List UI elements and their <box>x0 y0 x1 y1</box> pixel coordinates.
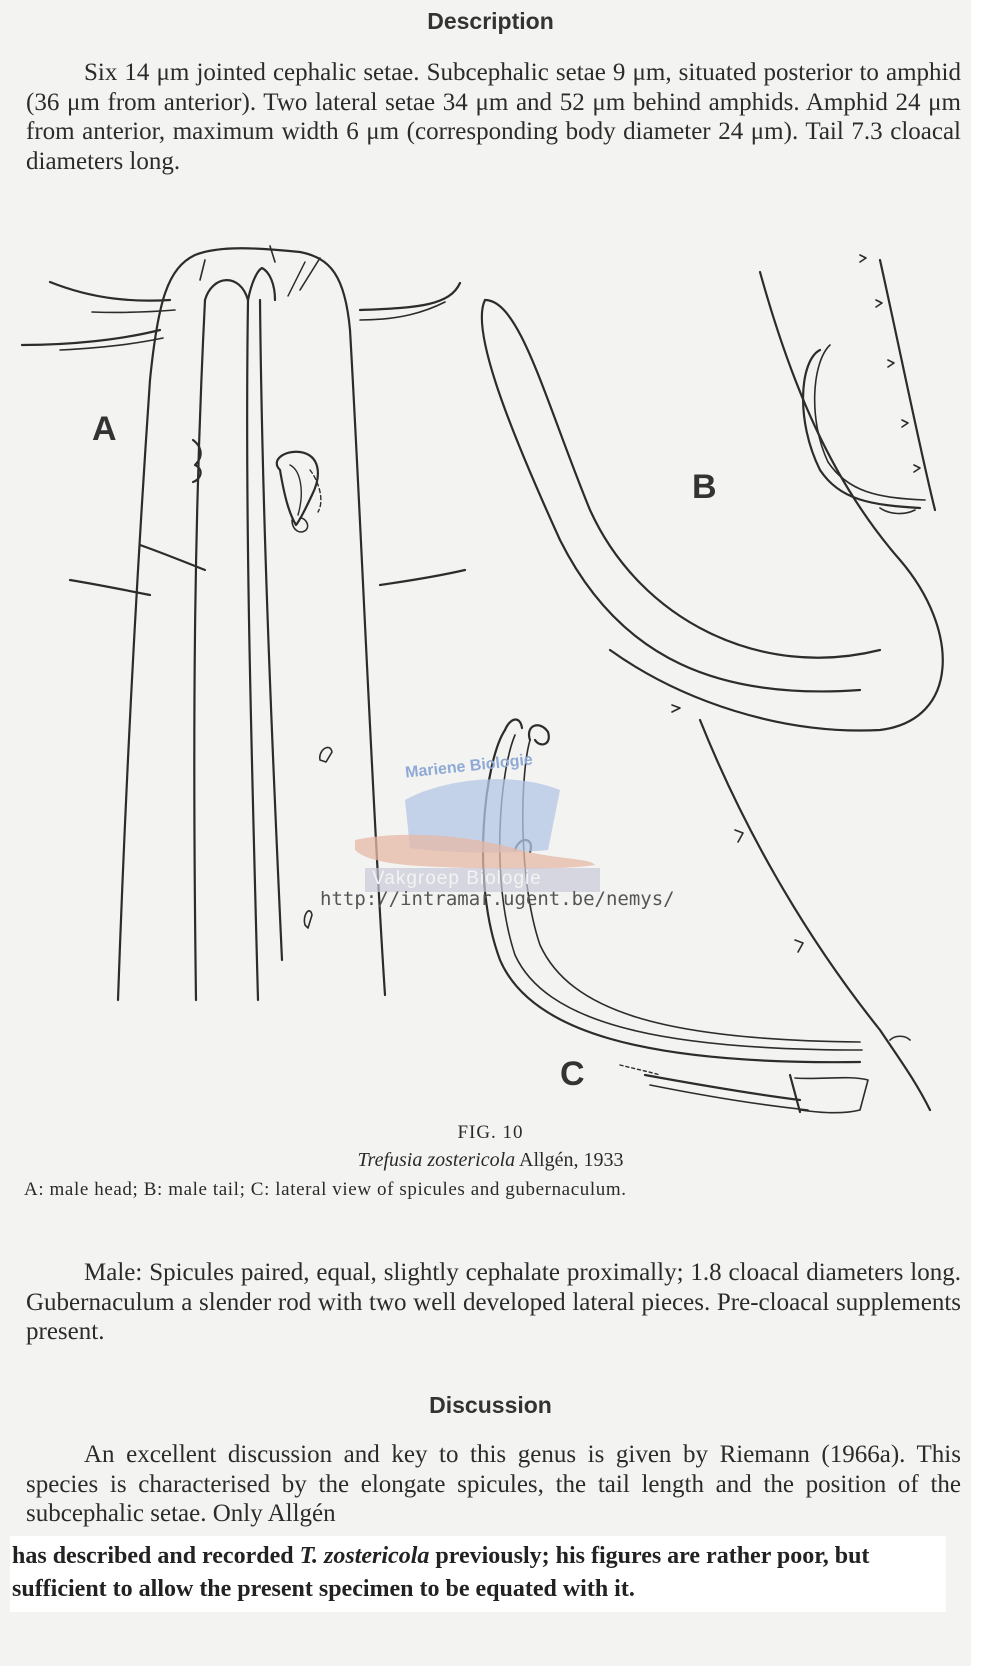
discussion-continued-start: has described and recorded <box>12 1543 300 1569</box>
discussion-text: An excellent discussion and key to this genus is given by Riemann (1966a). This species is characterised by the elongate spicules, the tail length and the position of the subcephalic setae. Only Allgén <box>26 1441 961 1527</box>
watermark-top-text: Mariene Biologie <box>404 751 534 782</box>
discussion-continued <box>10 1536 946 1612</box>
watermark-bottom-text: Vakgroep Biologie <box>372 868 542 889</box>
discussion-continued-species: T. zostericola <box>299 1543 430 1569</box>
discussion-continued-end: previously; his figures are rather poor, but sufficient to allow the present specimen to be equated with it. <box>12 1543 870 1602</box>
watermark-url: http://intramar.ugent.be/nemys/ <box>320 888 675 910</box>
discussion-paragraph <box>26 1440 961 1529</box>
description-text: Six 14 μm jointed cephalic setae. Subcephalic setae 9 μm, situated posterior to amphid (36 μm from anterior). Two lateral setae 34 μm and 52 μm behind amphids. Amphid 24 μm from anterior, maximum width 6 μm (corresponding body diameter 24 μm). Tail 7.3 cloacal diameters long. <box>26 59 961 175</box>
description-paragraph <box>26 58 961 176</box>
figure-species: Trefusia zostericola <box>357 1149 516 1171</box>
figure-number: FIG. 10 <box>457 1122 524 1143</box>
discussion-heading: Discussion <box>429 1392 552 1418</box>
panel-label-a: A <box>92 410 117 448</box>
figure-caption: A: male head; B: male tail; C: lateral view of spicules and gubernaculum. <box>24 1179 627 1200</box>
panel-label-c: C <box>560 1055 585 1093</box>
figure-title <box>0 1149 981 1172</box>
description-heading: Description <box>427 8 554 34</box>
panel-label-b: B <box>692 468 717 506</box>
figure-author: Allgén, 1933 <box>519 1149 624 1171</box>
figure-10-drawing <box>0 240 981 1120</box>
male-text: Male: Spicules paired, equal, slightly cephalate proximally; 1.8 cloacal diameters long. Gubernaculum a slender rod with two well developed lateral pieces. Pre-cloacal supplements present. <box>26 1259 961 1345</box>
male-paragraph <box>26 1258 961 1347</box>
